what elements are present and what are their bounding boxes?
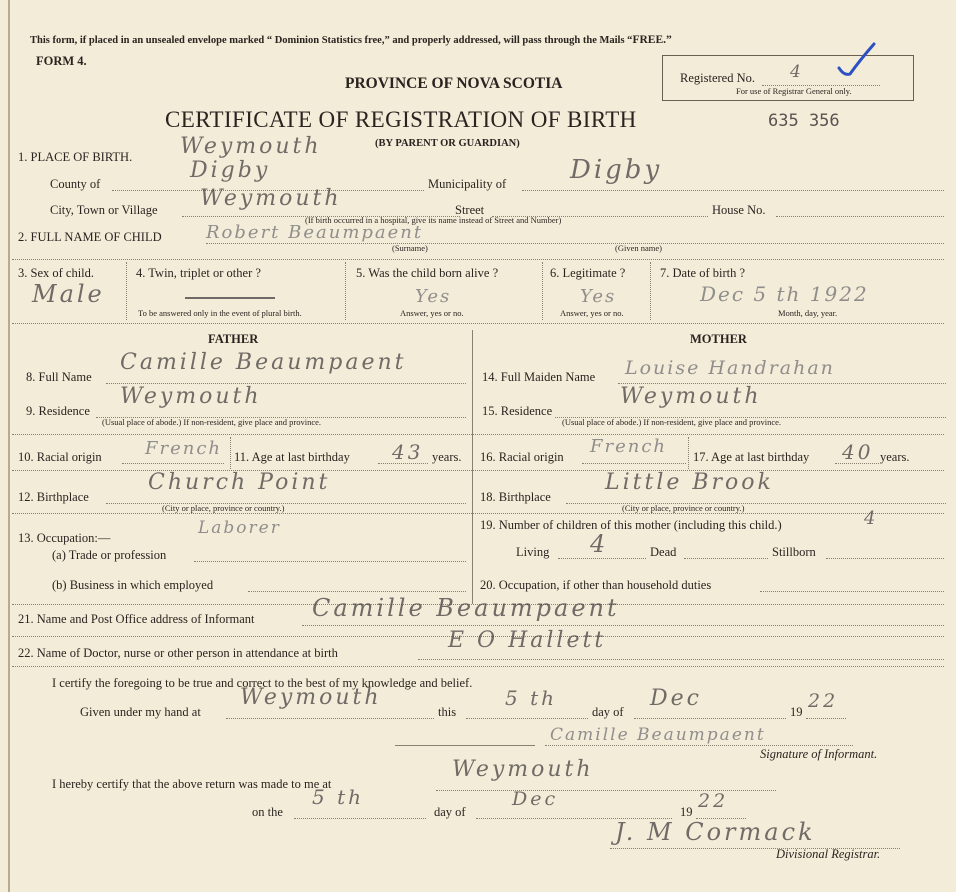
father-age-years: years. xyxy=(432,450,462,464)
father-race-label: 10. Racial origin xyxy=(18,450,102,464)
mother-residence-note: (Usual place of abode.) If non-resident, give place and province. xyxy=(562,417,782,427)
mother-occupation-label: 20. Occupation, if other than household duties xyxy=(480,578,712,592)
place-of-birth-label: 1. PLACE OF BIRTH. xyxy=(18,150,133,164)
child-name-value: Robert Beaumpaent xyxy=(206,222,424,243)
registrar-year-prefix: 19 xyxy=(680,805,693,819)
given-month-value: Dec xyxy=(650,686,702,711)
father-heading: FATHER xyxy=(208,332,259,346)
registered-note: For use of Registrar General only. xyxy=(736,86,852,96)
informant-signature-label: Signature of Informant. xyxy=(760,747,878,761)
dob-label: 7. Date of birth ? xyxy=(660,266,746,280)
registered-label: Registered No. xyxy=(680,71,755,85)
father-birthplace-value: Church Point xyxy=(148,470,331,495)
alive-value: Yes xyxy=(415,286,452,307)
given-place-value: Weymouth xyxy=(240,685,382,710)
form-number: FORM 4. xyxy=(36,54,87,68)
mail-notice: This form, if placed in an unsealed envelope marked “ Dominion Statistics free,” and properly addressed, will pass through the Mails “FREE.” xyxy=(30,34,672,46)
living-value: 4 xyxy=(590,530,609,558)
province-title: PROVINCE OF NOVA SCOTIA xyxy=(345,75,563,92)
mother-age-value: 40 xyxy=(842,440,874,464)
dob-value: Dec 5 th 1922 xyxy=(700,282,869,306)
father-age-label: 11. Age at last birthday xyxy=(234,450,350,464)
certify-statement: I certify the foregoing to be true and correct to the best of my knowledge and belief. xyxy=(52,676,473,690)
registrar-statement: I hereby certify that the above return was made to me at xyxy=(52,777,332,791)
alive-label: 5. Was the child born alive ? xyxy=(356,266,499,280)
registrar-signature-label: Divisional Registrar. xyxy=(776,847,881,861)
registrar-signature: J. M Cormack xyxy=(615,818,816,846)
father-birthplace-note: (City or place, province or country.) xyxy=(162,503,285,513)
father-name-label: 8. Full Name xyxy=(26,370,92,384)
twin-label: 4. Twin, triplet or other ? xyxy=(136,266,261,280)
sex-value: Male xyxy=(32,280,105,308)
given-year-value: 22 xyxy=(808,690,839,712)
dead-label: Dead xyxy=(650,545,677,559)
on-the-label: on the xyxy=(252,805,283,819)
hospital-note: (If birth occurred in a hospital, give its name instead of Street and Number) xyxy=(305,215,562,225)
child-name-label: 2. FULL NAME OF CHILD xyxy=(18,230,162,244)
given-under-label: Given under my hand at xyxy=(80,705,201,719)
page-subtitle: (BY PARENT OR GUARDIAN) xyxy=(375,138,520,149)
house-label: House No. xyxy=(712,203,766,217)
dob-note: Month, day, year. xyxy=(778,308,838,318)
legitimate-value: Yes xyxy=(580,286,617,307)
father-residence-label: 9. Residence xyxy=(26,404,90,418)
registrar-day-of-label: day of xyxy=(434,805,466,819)
surname-note: (Surname) xyxy=(392,243,428,253)
mother-name-value: Louise Handrahan xyxy=(625,357,835,379)
paper-left-edge xyxy=(8,0,10,892)
legitimate-label: 6. Legitimate ? xyxy=(550,266,626,280)
mother-birthplace-value: Little Brook xyxy=(605,470,774,495)
given-day-value: 5 th xyxy=(505,686,557,710)
doctor-value: E O Hallett xyxy=(448,628,607,653)
trade-label: (a) Trade or profession xyxy=(52,548,167,562)
this-label: this xyxy=(438,705,457,719)
given-year-prefix: 19 xyxy=(790,705,803,719)
father-birthplace-label: 12. Birthplace xyxy=(18,490,89,504)
registered-value: 4 xyxy=(790,62,804,82)
father-residence-value: Weymouth xyxy=(120,384,262,409)
mother-birthplace-label: 18. Birthplace xyxy=(480,490,551,504)
registrar-place-value: Weymouth xyxy=(452,757,594,782)
registrar-month-value: Dec xyxy=(512,788,559,810)
living-label: Living xyxy=(516,545,550,559)
children-count-value: 4 xyxy=(864,508,879,529)
stillborn-label: Stillborn xyxy=(772,545,816,559)
father-occupation-label: 13. Occupation:— xyxy=(18,531,111,545)
mother-age-years: years. xyxy=(880,450,910,464)
father-residence-note: (Usual place of abode.) If non-resident, give place and province. xyxy=(102,417,322,427)
stamp-number: 635 356 xyxy=(768,111,840,131)
city-label: City, Town or Village xyxy=(50,203,158,217)
legitimate-note: Answer, yes or no. xyxy=(560,308,624,318)
county-value: Digby xyxy=(190,158,271,183)
father-name-value: Camille Beaumpaent xyxy=(120,350,407,375)
page-title: CERTIFICATE OF REGISTRATION OF BIRTH xyxy=(165,107,637,132)
mother-birthplace-note: (City or place, province or country.) xyxy=(622,503,745,513)
registrar-year-value: 22 xyxy=(698,790,729,812)
municipality-label: Municipality of xyxy=(428,177,507,191)
alive-note: Answer, yes or no. xyxy=(400,308,464,318)
business-label: (b) Business in which employed xyxy=(52,578,214,592)
registrar-day-value: 5 th xyxy=(312,785,364,809)
county-label: County of xyxy=(50,177,101,191)
given-name-note: (Given name) xyxy=(615,243,662,253)
father-age-value: 43 xyxy=(392,440,424,464)
children-count-label: 19. Number of children of this mother (including this child.) xyxy=(480,518,782,532)
informant-signature: Camille Beaumpaent xyxy=(550,725,766,745)
twin-note: To be answered only in the event of plural birth. xyxy=(138,308,302,318)
place-of-birth-value: Weymouth xyxy=(180,134,322,159)
day-of-label: day of xyxy=(592,705,624,719)
check-mark-icon xyxy=(836,40,880,80)
informant-value: Camille Beaumpaent xyxy=(312,594,620,622)
mother-residence-value: Weymouth xyxy=(620,384,762,409)
sex-label: 3. Sex of child. xyxy=(18,266,95,280)
father-race-value: French xyxy=(145,438,223,459)
mother-residence-label: 15. Residence xyxy=(482,404,553,418)
informant-label: 21. Name and Post Office address of Informant xyxy=(18,612,255,626)
mother-name-label: 14. Full Maiden Name xyxy=(482,370,596,384)
mother-heading: MOTHER xyxy=(690,332,747,346)
city-value: Weymouth xyxy=(200,186,342,211)
municipality-value: Digby xyxy=(570,155,663,185)
street-label: Street xyxy=(455,203,485,217)
mother-age-label: 17. Age at last birthday xyxy=(693,450,810,464)
doctor-label: 22. Name of Doctor, nurse or other person in attendance at birth xyxy=(18,646,338,660)
father-occupation-value: Laborer xyxy=(198,518,281,538)
mother-race-label: 16. Racial origin xyxy=(480,450,564,464)
mother-race-value: French xyxy=(590,436,668,457)
